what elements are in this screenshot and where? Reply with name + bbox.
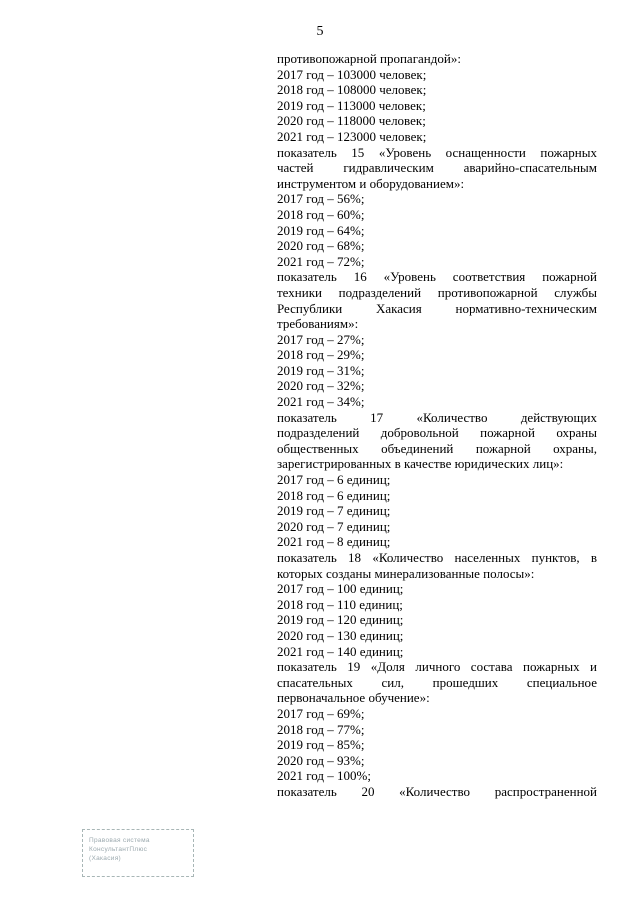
text-line: показатель 19 «Доля личного состава пожарных и bbox=[277, 659, 597, 675]
text-line: показатель 17 «Количество действующих bbox=[277, 409, 597, 425]
text-line: зарегистрированных в качестве юридических лиц»: bbox=[277, 456, 564, 472]
text-line: показатель 18 «Количество населенных пунктов, в bbox=[277, 550, 597, 565]
text-line: инструментом и оборудованием»: bbox=[277, 175, 465, 191]
text-line: 2019 год – 7 единиц; bbox=[277, 503, 391, 519]
text-line: общественных объединений пожарной охраны, bbox=[277, 440, 597, 456]
text-line: 2021 год – 34%; bbox=[277, 394, 365, 410]
text-line: 2019 год – 31%; bbox=[277, 362, 365, 378]
stamp-line-3: (Хакасия) bbox=[89, 855, 121, 862]
text-line: 2017 год – 103000 человек; bbox=[277, 66, 427, 82]
page-number: 5 bbox=[316, 24, 324, 39]
text-line: 2020 год – 93%; bbox=[277, 752, 365, 768]
text-line: 2018 год – 110 единиц; bbox=[277, 596, 403, 612]
text-line: 2021 год – 8 единиц; bbox=[277, 534, 391, 550]
stamp-line-2: КонсультантПлюс bbox=[89, 846, 148, 853]
text-line: 2019 год – 85%; bbox=[277, 737, 365, 753]
text-line: 2020 год – 68%; bbox=[277, 238, 365, 254]
text-line: 2021 год – 72%; bbox=[277, 253, 365, 269]
text-line: показатель 15 «Уровень оснащенности пожарных bbox=[277, 144, 597, 160]
text-line: 2020 год – 32%; bbox=[277, 378, 365, 394]
text-line: первоначальное обучение»: bbox=[277, 690, 430, 706]
text-line: показатель 20 «Количество распространенной bbox=[277, 783, 597, 799]
text-line: Республики Хакасия нормативно-техническим bbox=[277, 300, 597, 316]
text-line: 2019 год – 120 единиц; bbox=[277, 612, 404, 628]
text-line: 2021 год – 100%; bbox=[277, 768, 371, 784]
text-line: 2020 год – 130 единиц; bbox=[277, 627, 404, 643]
text-line: 2018 год – 29%; bbox=[277, 347, 365, 363]
text-line: требованиям»: bbox=[277, 316, 359, 332]
stamp-line-1: Правовая система bbox=[89, 837, 150, 844]
text-line: которых созданы минерализованные полосы»: bbox=[277, 565, 535, 581]
text-line: 2017 год – 6 единиц; bbox=[277, 472, 391, 488]
text-line: 2017 год – 69%; bbox=[277, 705, 365, 721]
text-line: 2018 год – 108000 человек; bbox=[277, 82, 427, 98]
text-line: противопожарной пропагандой»: bbox=[277, 51, 461, 66]
text-line: 2020 год – 118000 человек; bbox=[277, 113, 426, 129]
text-line: 2021 год – 123000 человек; bbox=[277, 128, 427, 144]
text-line: 2021 год – 140 единиц; bbox=[277, 643, 404, 659]
text-line: 2018 год – 60%; bbox=[277, 206, 365, 222]
text-line: спасательных сил, прошедших специальное bbox=[277, 674, 597, 690]
text-line: подразделений добровольной пожарной охраны bbox=[277, 425, 597, 441]
text-line: 2018 год – 77%; bbox=[277, 721, 365, 737]
text-line: 2019 год – 113000 человек; bbox=[277, 97, 426, 113]
document-body bbox=[277, 51, 597, 800]
text-line: 2017 год – 56%; bbox=[277, 191, 365, 207]
text-line: частей гидравлическим аварийно-спасательным bbox=[277, 160, 597, 176]
archive-stamp bbox=[82, 829, 194, 877]
text-line: 2018 год – 6 единиц; bbox=[277, 487, 391, 503]
text-line: 2017 год – 100 единиц; bbox=[277, 581, 404, 597]
text-line: показатель 16 «Уровень соответствия пожарной bbox=[277, 269, 597, 285]
text-line: 2019 год – 64%; bbox=[277, 222, 365, 238]
text-line: 2017 год – 27%; bbox=[277, 331, 365, 347]
text-line: техники подразделений противопожарной службы bbox=[277, 284, 597, 300]
text-line: 2020 год – 7 единиц; bbox=[277, 518, 391, 534]
